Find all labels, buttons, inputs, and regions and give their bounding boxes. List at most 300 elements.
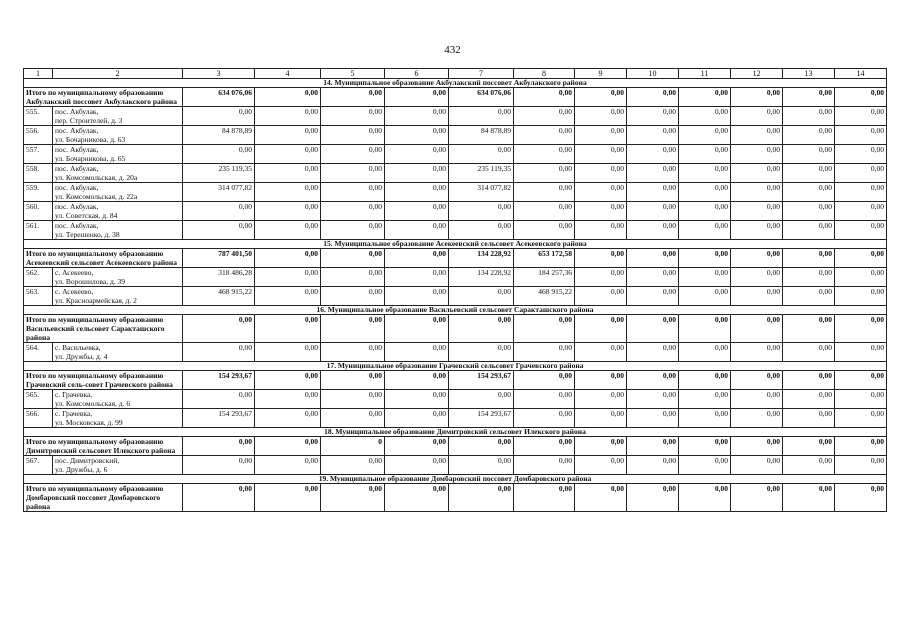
- address-line: с. Грачевка,: [55, 390, 93, 399]
- address-line: пос. Акбулак,: [55, 164, 99, 173]
- amount-cell: 0,00: [679, 484, 731, 512]
- amount-cell: 0,00: [385, 145, 449, 164]
- amount-cell: 0,00: [385, 390, 449, 409]
- address-line: ул. Бочарникова, д. 63: [55, 135, 126, 144]
- amount-cell: 0,00: [783, 221, 835, 240]
- amount-cell: 0,00: [783, 390, 835, 409]
- amount-cell: 0,00: [731, 456, 783, 475]
- amount-cell: 0,00: [731, 183, 783, 202]
- amount-cell: 0,00: [514, 371, 575, 390]
- amount-cell: 0,00: [679, 126, 731, 145]
- amount-cell: 0,00: [183, 456, 255, 475]
- total-row: [24, 437, 887, 456]
- row-number: 559.: [24, 183, 53, 202]
- amount-cell: 0,00: [514, 390, 575, 409]
- amount-cell: 134 228,92: [449, 268, 514, 287]
- amount-cell: 0,00: [783, 437, 835, 456]
- amount-cell: 0,00: [627, 107, 679, 126]
- amount-cell: 0,00: [321, 107, 385, 126]
- amount-cell: 0,00: [385, 202, 449, 221]
- amount-cell: 0,00: [731, 287, 783, 306]
- amount-cell: 0,00: [679, 145, 731, 164]
- total-label: Итого по муниципальному образованию Домбаровский поссовет Домбаровского района: [24, 484, 183, 512]
- table-row: [24, 343, 887, 362]
- address-cell: [53, 287, 183, 306]
- column-header: 7: [449, 69, 514, 79]
- address-cell: [53, 409, 183, 428]
- amount-cell: 0,00: [575, 437, 627, 456]
- amount-cell: 0,00: [449, 456, 514, 475]
- amount-cell: 0,00: [255, 88, 321, 107]
- amount-cell: 0,00: [783, 202, 835, 221]
- row-number: 557.: [24, 145, 53, 164]
- amount-cell: 134 228,92: [449, 249, 514, 268]
- address-line: ул. Бочарникова, д. 65: [55, 154, 126, 163]
- amount-cell: 0,00: [385, 456, 449, 475]
- amount-cell: 0,00: [627, 126, 679, 145]
- amount-cell: 0,00: [627, 202, 679, 221]
- amount-cell: 468 915,22: [183, 287, 255, 306]
- amount-cell: 0,00: [731, 371, 783, 390]
- amount-cell: 0,00: [255, 484, 321, 512]
- amount-cell: 0,00: [449, 221, 514, 240]
- section-row: [24, 79, 887, 88]
- amount-cell: 0,00: [255, 202, 321, 221]
- page-number: 432: [444, 44, 461, 56]
- amount-cell: 0,00: [731, 409, 783, 428]
- amount-cell: 0,00: [627, 315, 679, 343]
- table-row: [24, 409, 887, 428]
- amount-cell: 0,00: [255, 409, 321, 428]
- amount-cell: 0,00: [835, 221, 887, 240]
- amount-cell: 0,00: [835, 315, 887, 343]
- amount-cell: 0,00: [835, 202, 887, 221]
- amount-cell: 0,00: [514, 126, 575, 145]
- amount-cell: 0,00: [514, 221, 575, 240]
- amount-cell: 0,00: [627, 343, 679, 362]
- amount-cell: 0,00: [731, 484, 783, 512]
- amount-cell: 0,00: [575, 249, 627, 268]
- amount-cell: 0,00: [385, 126, 449, 145]
- amount-cell: 0,00: [783, 88, 835, 107]
- amount-cell: 0,00: [321, 164, 385, 183]
- address-cell: [53, 107, 183, 126]
- section-title: 15. Муниципальное образование Асекеевский сельсовет Асекеевского района: [24, 240, 887, 249]
- amount-cell: 0,00: [575, 409, 627, 428]
- amount-cell: 0,00: [731, 164, 783, 183]
- amount-cell: 0,00: [514, 202, 575, 221]
- total-label: Итого по муниципальному образованию Акбулакский поссовет Акбулакского района: [24, 88, 183, 107]
- column-header: 14: [835, 69, 887, 79]
- amount-cell: 0,00: [835, 390, 887, 409]
- amount-cell: 0,00: [449, 107, 514, 126]
- column-header: 8: [514, 69, 575, 79]
- amount-cell: 0,00: [321, 390, 385, 409]
- amount-cell: 184 257,36: [514, 268, 575, 287]
- amount-cell: 0,00: [321, 315, 385, 343]
- amount-cell: 0,00: [255, 145, 321, 164]
- amount-cell: 0,00: [575, 164, 627, 183]
- amount-cell: 0,00: [514, 437, 575, 456]
- amount-cell: 0,00: [385, 221, 449, 240]
- amount-cell: 0,00: [449, 145, 514, 164]
- amount-cell: 0,00: [321, 287, 385, 306]
- amount-cell: 787 401,50: [183, 249, 255, 268]
- row-number: 561.: [24, 221, 53, 240]
- row-number: 563.: [24, 287, 53, 306]
- amount-cell: 0,00: [835, 437, 887, 456]
- amount-cell: 0,00: [627, 88, 679, 107]
- amount-cell: 0,00: [835, 126, 887, 145]
- address-line: ул. Ворошилова, д. 39: [55, 277, 126, 286]
- amount-cell: 0,00: [575, 390, 627, 409]
- amount-cell: 0,00: [679, 287, 731, 306]
- amount-cell: 0,00: [183, 221, 255, 240]
- amount-cell: 0,00: [575, 287, 627, 306]
- amount-cell: 0,00: [731, 107, 783, 126]
- section-title: 19. Муниципальное образование Домбаровский поссовет Домбаровского района: [24, 475, 887, 484]
- amount-cell: 0,00: [835, 268, 887, 287]
- row-number: 562.: [24, 268, 53, 287]
- row-number: 558.: [24, 164, 53, 183]
- amount-cell: 0,00: [255, 164, 321, 183]
- section-title: 14. Муниципальное образование Акбулакский поссовет Акбулакского района: [24, 79, 887, 88]
- amount-cell: 0,00: [627, 221, 679, 240]
- amount-cell: 0,00: [514, 315, 575, 343]
- section-row: [24, 306, 887, 315]
- amount-cell: 0,00: [731, 343, 783, 362]
- amount-cell: 0,00: [783, 107, 835, 126]
- amount-cell: 0,00: [575, 456, 627, 475]
- column-header: 1: [24, 69, 53, 79]
- address-line: пос. Акбулак,: [55, 107, 99, 116]
- amount-cell: 0,00: [783, 371, 835, 390]
- table-row: [24, 390, 887, 409]
- table-row: [24, 107, 887, 126]
- amount-cell: 0,00: [783, 315, 835, 343]
- amount-cell: 0,00: [255, 390, 321, 409]
- column-header-row: [24, 69, 887, 79]
- total-label: Итого по муниципальному образованию Димитровский сельсовет Илекского района: [24, 437, 183, 456]
- amount-cell: 0,00: [255, 371, 321, 390]
- amount-cell: 0,00: [679, 183, 731, 202]
- amount-cell: 0,00: [575, 484, 627, 512]
- amount-cell: 0,00: [783, 126, 835, 145]
- section-row: [24, 362, 887, 371]
- column-header: 11: [679, 69, 731, 79]
- table-row: [24, 456, 887, 475]
- amount-cell: 0,00: [679, 221, 731, 240]
- row-number: 564.: [24, 343, 53, 362]
- table-row: [24, 202, 887, 221]
- amount-cell: 0,00: [575, 371, 627, 390]
- section-title: 17. Муниципальное образование Грачевский сельсовет Грачевского района: [24, 362, 887, 371]
- amount-cell: 0,00: [321, 343, 385, 362]
- amount-cell: 0,00: [514, 164, 575, 183]
- amount-cell: 0,00: [514, 343, 575, 362]
- amount-cell: 0,00: [783, 164, 835, 183]
- amount-cell: 0,00: [321, 202, 385, 221]
- amount-cell: 0,00: [835, 371, 887, 390]
- amount-cell: 0,00: [514, 145, 575, 164]
- amount-cell: 0,00: [183, 202, 255, 221]
- amount-cell: 0: [321, 437, 385, 456]
- address-line: пос. Акбулак,: [55, 145, 99, 154]
- address-line: с. Васильевка,: [55, 343, 101, 352]
- amount-cell: 0,00: [449, 202, 514, 221]
- amount-cell: 0,00: [321, 88, 385, 107]
- amount-cell: 0,00: [783, 145, 835, 164]
- amount-cell: 0,00: [627, 287, 679, 306]
- total-label: Итого по муниципальному образованию Грачевский сель-совет Грачевского района: [24, 371, 183, 390]
- address-cell: [53, 183, 183, 202]
- amount-cell: 0,00: [783, 409, 835, 428]
- address-line: ул. Комсомольская, д. 20а: [55, 173, 138, 182]
- amount-cell: 0,00: [575, 268, 627, 287]
- amount-cell: 0,00: [385, 484, 449, 512]
- amount-cell: 0,00: [627, 164, 679, 183]
- amount-cell: 0,00: [627, 409, 679, 428]
- address-line: пер. Строителей, д. 3: [55, 116, 123, 125]
- amount-cell: 0,00: [255, 107, 321, 126]
- amount-cell: 0,00: [183, 437, 255, 456]
- amount-cell: 0,00: [731, 268, 783, 287]
- amount-cell: 0,00: [627, 390, 679, 409]
- amount-cell: 0,00: [321, 456, 385, 475]
- total-row: [24, 249, 887, 268]
- amount-cell: 0,00: [183, 145, 255, 164]
- amount-cell: 0,00: [385, 249, 449, 268]
- amount-cell: 0,00: [679, 343, 731, 362]
- amount-cell: 0,00: [385, 371, 449, 390]
- section-row: [24, 240, 887, 249]
- column-header: 5: [321, 69, 385, 79]
- amount-cell: 154 293,67: [183, 371, 255, 390]
- amount-cell: 0,00: [255, 456, 321, 475]
- amount-cell: 0,00: [835, 164, 887, 183]
- amount-cell: 0,00: [385, 315, 449, 343]
- amount-cell: 154 293,67: [449, 371, 514, 390]
- address-line: с. Асекеево,: [55, 287, 94, 296]
- amount-cell: 318 486,28: [183, 268, 255, 287]
- total-row: [24, 371, 887, 390]
- amount-cell: 0,00: [449, 484, 514, 512]
- amount-cell: 0,00: [575, 343, 627, 362]
- table-row: [24, 268, 887, 287]
- section-row: [24, 428, 887, 437]
- amount-cell: 0,00: [385, 107, 449, 126]
- amount-cell: 0,00: [183, 484, 255, 512]
- amount-cell: 0,00: [385, 437, 449, 456]
- table-row: [24, 183, 887, 202]
- column-header: 10: [627, 69, 679, 79]
- amount-cell: 0,00: [627, 456, 679, 475]
- amount-cell: 0,00: [783, 287, 835, 306]
- address-line: ул. Комсомольская, д. 6: [55, 399, 131, 408]
- amount-cell: 0,00: [321, 409, 385, 428]
- amount-cell: 0,00: [679, 88, 731, 107]
- amount-cell: 0,00: [183, 107, 255, 126]
- address-line: пос. Акбулак,: [55, 221, 99, 230]
- amount-cell: 0,00: [731, 145, 783, 164]
- address-line: пос. Акбулак,: [55, 183, 99, 192]
- amount-cell: 0,00: [514, 456, 575, 475]
- amount-cell: 0,00: [835, 249, 887, 268]
- column-header: 3: [183, 69, 255, 79]
- amount-cell: 0,00: [783, 249, 835, 268]
- amount-cell: 0,00: [627, 484, 679, 512]
- address-line: ул. Советская, д. 84: [55, 211, 118, 220]
- amount-cell: 0,00: [321, 371, 385, 390]
- amount-cell: 0,00: [679, 107, 731, 126]
- address-cell: [53, 390, 183, 409]
- amount-cell: 0,00: [627, 371, 679, 390]
- amount-cell: 0,00: [731, 390, 783, 409]
- amount-cell: 0,00: [575, 88, 627, 107]
- amount-cell: 0,00: [679, 202, 731, 221]
- row-number: 566.: [24, 409, 53, 428]
- amount-cell: 0,00: [449, 287, 514, 306]
- column-header: 12: [731, 69, 783, 79]
- amount-cell: 0,00: [385, 409, 449, 428]
- address-line: ул. Дружбы, д. 6: [55, 465, 108, 474]
- amount-cell: 0,00: [575, 183, 627, 202]
- amount-cell: 314 077,82: [449, 183, 514, 202]
- amount-cell: 0,00: [255, 315, 321, 343]
- amount-cell: 0,00: [835, 287, 887, 306]
- total-label: Итого по муниципальному образованию Асекеевский сельсовет Асекеевского района: [24, 249, 183, 268]
- amount-cell: 0,00: [679, 268, 731, 287]
- address-cell: [53, 145, 183, 164]
- row-number: 567.: [24, 456, 53, 475]
- column-header: 6: [385, 69, 449, 79]
- amount-cell: 0,00: [731, 202, 783, 221]
- amount-cell: 0,00: [575, 145, 627, 164]
- amount-cell: 84 878,89: [183, 126, 255, 145]
- amount-cell: 0,00: [575, 126, 627, 145]
- amount-cell: 0,00: [627, 268, 679, 287]
- table-row: [24, 145, 887, 164]
- amount-cell: 0,00: [321, 484, 385, 512]
- amount-cell: 0,00: [679, 456, 731, 475]
- amount-cell: 0,00: [449, 315, 514, 343]
- amount-cell: 0,00: [627, 183, 679, 202]
- table-row: [24, 287, 887, 306]
- amount-cell: 634 076,06: [449, 88, 514, 107]
- amount-cell: 0,00: [835, 456, 887, 475]
- amount-cell: 0,00: [731, 221, 783, 240]
- budget-table: [23, 68, 887, 512]
- amount-cell: 0,00: [575, 315, 627, 343]
- amount-cell: 0,00: [449, 390, 514, 409]
- column-header: 2: [53, 69, 183, 79]
- table-row: [24, 221, 887, 240]
- amount-cell: 0,00: [385, 343, 449, 362]
- amount-cell: 0,00: [679, 409, 731, 428]
- amount-cell: 0,00: [627, 437, 679, 456]
- amount-cell: 468 915,22: [514, 287, 575, 306]
- amount-cell: 0,00: [385, 183, 449, 202]
- amount-cell: 0,00: [385, 287, 449, 306]
- amount-cell: 0,00: [835, 88, 887, 107]
- amount-cell: 0,00: [255, 268, 321, 287]
- address-line: ул. Терешенко, д. 38: [55, 230, 120, 239]
- amount-cell: 0,00: [783, 183, 835, 202]
- amount-cell: 0,00: [731, 249, 783, 268]
- amount-cell: 0,00: [679, 437, 731, 456]
- section-title: 18. Муниципальное образование Димитровский сельсовет Илекского района: [24, 428, 887, 437]
- address-line: пос. Акбулак,: [55, 202, 99, 211]
- amount-cell: 0,00: [679, 315, 731, 343]
- amount-cell: 0,00: [575, 107, 627, 126]
- amount-cell: 0,00: [679, 164, 731, 183]
- amount-cell: 0,00: [449, 343, 514, 362]
- amount-cell: 0,00: [255, 183, 321, 202]
- amount-cell: 0,00: [514, 88, 575, 107]
- amount-cell: 0,00: [514, 484, 575, 512]
- amount-cell: 0,00: [835, 107, 887, 126]
- section-title: 16. Муниципальное образование Васильевский сельсовет Саракташского района: [24, 306, 887, 315]
- amount-cell: 0,00: [783, 484, 835, 512]
- amount-cell: 0,00: [835, 484, 887, 512]
- address-cell: [53, 343, 183, 362]
- amount-cell: 0,00: [627, 145, 679, 164]
- amount-cell: 0,00: [255, 287, 321, 306]
- amount-cell: 0,00: [183, 315, 255, 343]
- amount-cell: 314 077,82: [183, 183, 255, 202]
- amount-cell: 0,00: [835, 343, 887, 362]
- total-row: [24, 88, 887, 107]
- amount-cell: 0,00: [385, 268, 449, 287]
- amount-cell: 0,00: [835, 145, 887, 164]
- table-row: [24, 164, 887, 183]
- address-cell: [53, 221, 183, 240]
- amount-cell: 0,00: [255, 126, 321, 145]
- total-row: [24, 315, 887, 343]
- address-cell: [53, 202, 183, 221]
- amount-cell: 0,00: [321, 126, 385, 145]
- amount-cell: 0,00: [783, 456, 835, 475]
- amount-cell: 0,00: [731, 126, 783, 145]
- total-label: Итого по муниципальному образованию Васильевский сельсовет Саракташского района: [24, 315, 183, 343]
- amount-cell: 0,00: [385, 88, 449, 107]
- amount-cell: 0,00: [255, 221, 321, 240]
- column-header: 13: [783, 69, 835, 79]
- amount-cell: 0,00: [731, 315, 783, 343]
- amount-cell: 0,00: [183, 343, 255, 362]
- amount-cell: 653 172,58: [514, 249, 575, 268]
- amount-cell: 0,00: [321, 249, 385, 268]
- address-line: ул. Московская, д. 99: [55, 418, 123, 427]
- amount-cell: 154 293,67: [449, 409, 514, 428]
- address-line: пос. Димитровский,: [55, 456, 120, 465]
- address-cell: [53, 268, 183, 287]
- column-header: 4: [255, 69, 321, 79]
- amount-cell: 0,00: [183, 390, 255, 409]
- row-number: 556.: [24, 126, 53, 145]
- section-row: [24, 475, 887, 484]
- amount-cell: 154 293,67: [183, 409, 255, 428]
- address-line: ул. Дружбы, д. 4: [55, 352, 108, 361]
- total-row: [24, 484, 887, 512]
- row-number: 565.: [24, 390, 53, 409]
- address-cell: [53, 456, 183, 475]
- amount-cell: 84 878,89: [449, 126, 514, 145]
- amount-cell: 0,00: [321, 268, 385, 287]
- amount-cell: 0,00: [783, 343, 835, 362]
- amount-cell: 0,00: [627, 249, 679, 268]
- amount-cell: 0,00: [385, 164, 449, 183]
